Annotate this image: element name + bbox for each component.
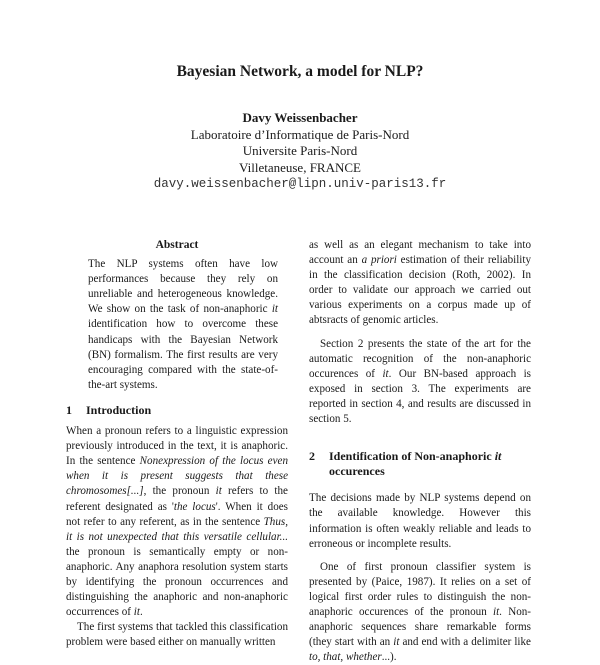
italic-text: a priori [361, 254, 397, 267]
section-heading-introduction [66, 403, 288, 418]
italic-text: it [382, 367, 389, 380]
text: as well as an elegant mechanism to take into account an [309, 239, 531, 267]
italic-text: it [133, 606, 140, 619]
intro-paragraph-outline [309, 337, 531, 428]
section-heading-identification [309, 449, 531, 479]
author-email[interactable]: davy.weissenbacher@lipn.univ-paris13.fr [153, 177, 447, 191]
abstract-italic: it [271, 303, 278, 316]
left-column [66, 238, 288, 650]
section-title: Introduction [86, 402, 152, 417]
text: occurences [329, 464, 385, 479]
abstract-body [66, 257, 288, 393]
intro-paragraph: The first systems that tackled this classification problem were based either on manually written [66, 621, 288, 649]
text: , the pronoun [143, 485, 216, 498]
italic-text: Thus, it is not unexpected that this versatile cellular... [66, 515, 288, 543]
text: One of first pronoun classifier system is presented by (Paice, 1987). It relies on a set of logical first order rules to distinguish the non-anaphoric occurences of the pronoun [309, 560, 531, 618]
italic-text: the locus [173, 500, 216, 513]
italic-text: to, that, whether [309, 651, 382, 664]
section-number: 1 [66, 402, 72, 417]
text: and end with a delimiter like [399, 636, 531, 649]
italic-text: it [493, 605, 500, 618]
text: . Our BN-based approach is exposed in section 3. The experiments are reported in section 4, and results are discussed in section 5. [309, 367, 531, 426]
italic-text: Nonexpression of the locus even when it is present suggests that these chromosomes[...] [66, 455, 288, 498]
intro-paragraph-continued [309, 238, 531, 329]
text: refers to the referent designated as ' [66, 485, 288, 513]
section-title [329, 449, 501, 479]
author-name: Davy Weissenbacher [242, 110, 358, 125]
author-location: Villetaneuse, FRANCE [239, 159, 361, 175]
italic-text: it [393, 636, 400, 649]
italic-text: it [215, 485, 222, 498]
italic-text: it [494, 449, 502, 464]
text: Identification of Non-anaphoric [329, 449, 495, 464]
section-number: 2 [309, 449, 315, 464]
section2-paragraph: The decisions made by NLP systems depend on the available knowledge. However this information is often weakly reliable and leads to erroneous or incomplete results. [309, 492, 531, 550]
abstract-text: The NLP systems often have low performances because they rely on unreliable and heterogeneous knowledge. We show on the task of non-anaphoric [88, 258, 278, 316]
author-block [0, 110, 600, 193]
text: . Non-anaphoric sequences share remarkable forms (they start with an [309, 605, 531, 649]
text: ...). [381, 651, 397, 664]
author-affiliation-lab: Laboratoire d’Informatique de Paris-Nord [190, 126, 410, 142]
abstract-text: identification how to overcome these handicaps with the Bayesian Network (BN) formalism. The first results are very encouraging compared with the state-of-the-art systems. [88, 318, 278, 391]
text: When a pronoun refers to a linguistic expression previously introduced in the text, it is anaphoric. In the sentence [66, 425, 288, 468]
text: Section 2 presents the state of the art for the automatic recognition of the non-anaphoric occurences of [309, 337, 531, 380]
paper-title: Bayesian Network, a model for NLP? [176, 63, 424, 80]
text: . [139, 606, 143, 619]
intro-paragraph [66, 424, 288, 620]
abstract-heading: Abstract [155, 239, 199, 251]
text: the pronoun is semantically empty or non-anaphoric. Any anaphora resolution system starts by identifying the pronoun occurrences and distinguishing the anaphoric and non-anaphoric occurrences of [66, 545, 288, 619]
text: '. When it does not refer to any referent, as in the sentence [66, 500, 288, 528]
right-column [309, 238, 531, 665]
text: estimation of their reliability in the classification decision (Roth, 2002). In order to validate our approach we carried out various experiments on a corpus made up of abtsracts of genomic articles. [309, 254, 531, 327]
section2-paragraph [309, 560, 531, 665]
author-affiliation-university: Universite Paris-Nord [242, 143, 358, 158]
